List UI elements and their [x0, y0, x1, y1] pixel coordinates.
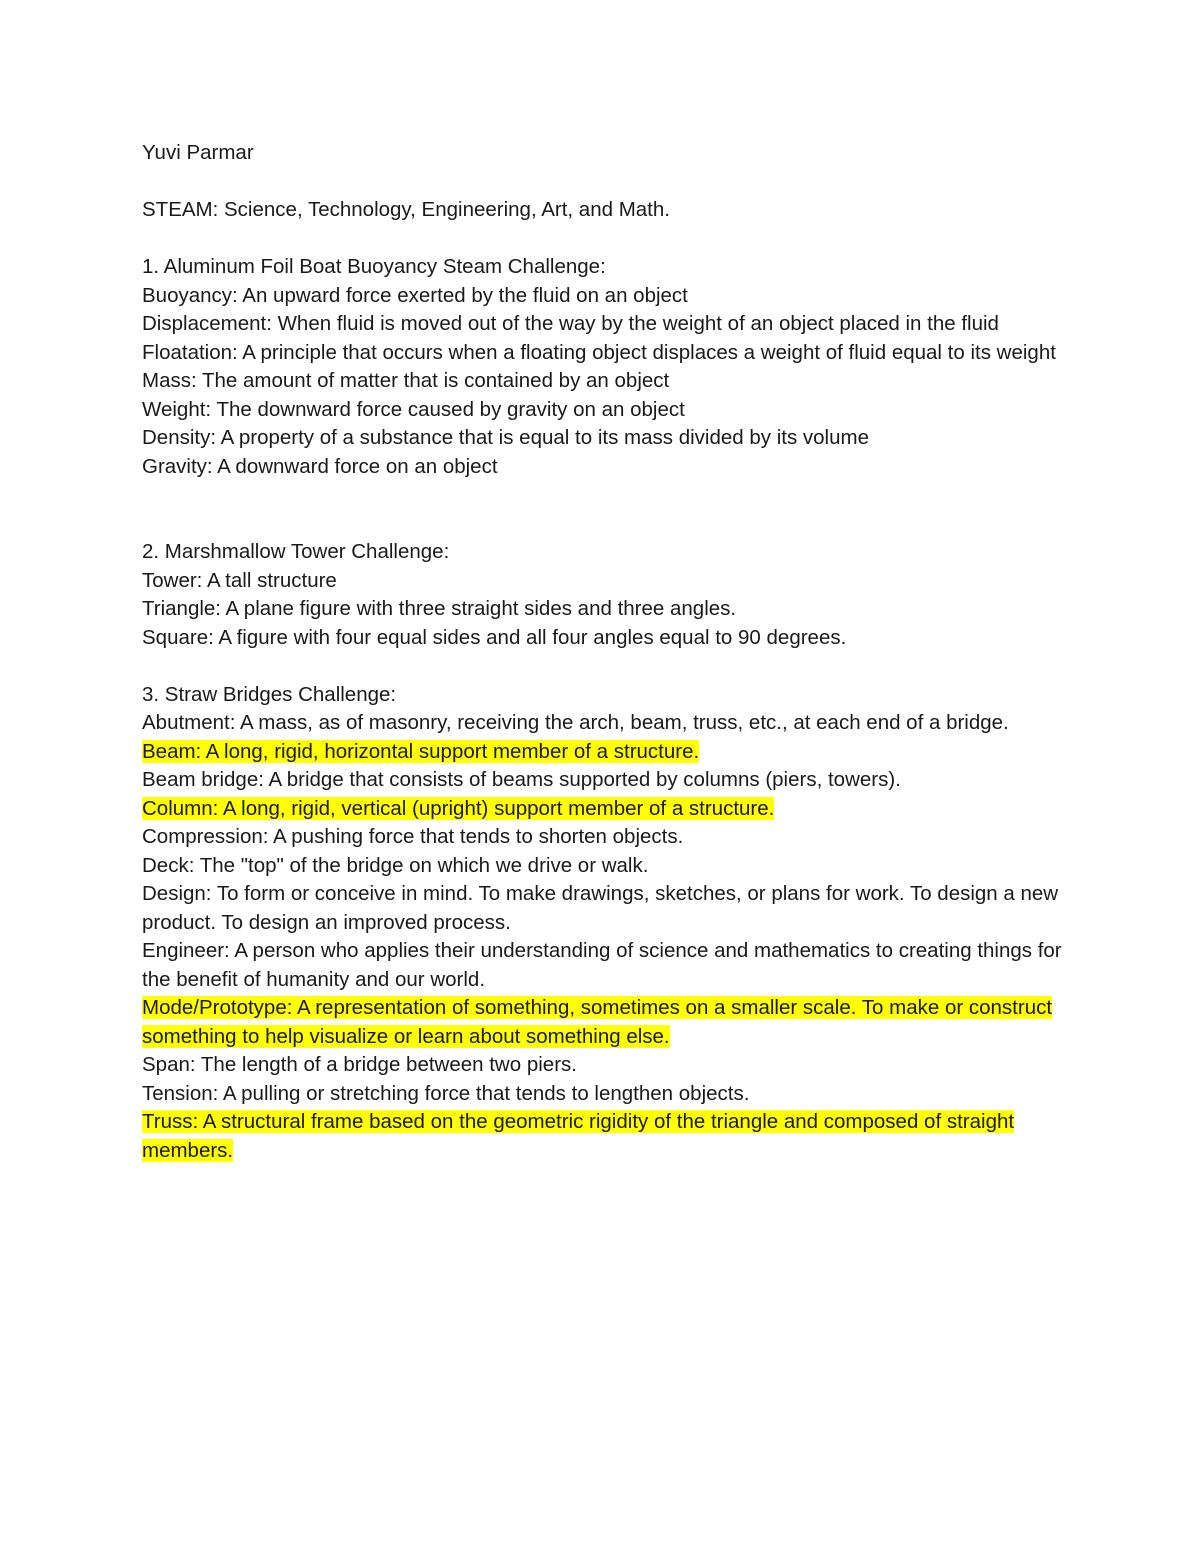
term-definition: Abutment: A mass, as of masonry, receiving the arch, beam, truss, etc., at each end of a bridge. — [142, 711, 1009, 734]
term-definition: Engineer: A person who applies their understanding of science and mathematics to creating things for the benefit of humanity and our world. — [142, 939, 1062, 991]
steam-definition: STEAM: Science, Technology, Engineering, Art, and Math. — [142, 198, 670, 221]
term-definition: Beam bridge: A bridge that consists of beams supported by columns (piers, towers). — [142, 768, 901, 791]
document-body — [142, 139, 1067, 1165]
term-definition: Weight: The downward force caused by gravity on an object — [142, 397, 685, 421]
term-definition-highlighted: Truss: A structural frame based on the geometric rigidity of the triangle and composed of straight members. — [142, 1110, 1015, 1162]
section-aluminum-foil-boat — [142, 253, 1067, 481]
term-definition: Design: To form or conceive in mind. To make drawings, sketches, or plans for work. To design a new product. To design an improved process. — [142, 882, 1059, 934]
author-name: Yuvi Parmar — [142, 141, 254, 164]
section-heading: 3. Straw Bridges Challenge: — [142, 682, 397, 706]
section-heading: 2. Marshmallow Tower Challenge: — [142, 540, 450, 563]
term-definition: Displacement: When fluid is moved out of the way by the weight of an object placed in the fluid — [142, 312, 999, 335]
section-straw-bridges — [142, 681, 1067, 1166]
term-definition: Gravity: A downward force on an object — [142, 454, 498, 478]
term-definition: Buoyancy: An upward force exerted by the fluid on an object — [142, 283, 688, 307]
blank-line — [142, 225, 1067, 254]
section-marshmallow-tower — [142, 538, 1067, 652]
term-definition: Triangle: A plane figure with three straight sides and three angles. — [142, 597, 737, 620]
blank-lines — [142, 481, 1067, 538]
section-heading: 1. Aluminum Foil Boat Buoyancy Steam Challenge: — [142, 255, 606, 278]
term-definition: Compression: A pushing force that tends to shorten objects. — [142, 825, 684, 848]
term-definition: Floatation: A principle that occurs when a floating object displaces a weight of fluid equal to its weight — [142, 340, 1056, 364]
term-definition: Square: A figure with four equal sides and all four angles equal to 90 degrees. — [142, 625, 847, 649]
term-definition: Span: The length of a bridge between two piers. — [142, 1053, 577, 1076]
term-definition: Deck: The "top" of the bridge on which we drive or walk. — [142, 853, 649, 877]
blank-line — [142, 168, 1067, 197]
term-definition-highlighted: Mode/Prototype: A representation of something, sometimes on a smaller scale. To make or construct something to help visualize or learn about something else. — [142, 996, 1053, 1048]
term-definition: Density: A property of a substance that is equal to its mass divided by its volume — [142, 426, 869, 449]
term-definition: Tension: A pulling or stretching force that tends to lengthen objects. — [142, 1081, 750, 1105]
blank-line — [142, 652, 1067, 681]
term-definition: Mass: The amount of matter that is contained by an object — [142, 369, 670, 392]
term-definition-highlighted: Beam: A long, rigid, horizontal support member of a structure. — [142, 739, 700, 763]
term-definition-highlighted: Column: A long, rigid, vertical (upright) support member of a structure. — [142, 796, 775, 820]
term-definition: Tower: A tall structure — [142, 568, 337, 592]
